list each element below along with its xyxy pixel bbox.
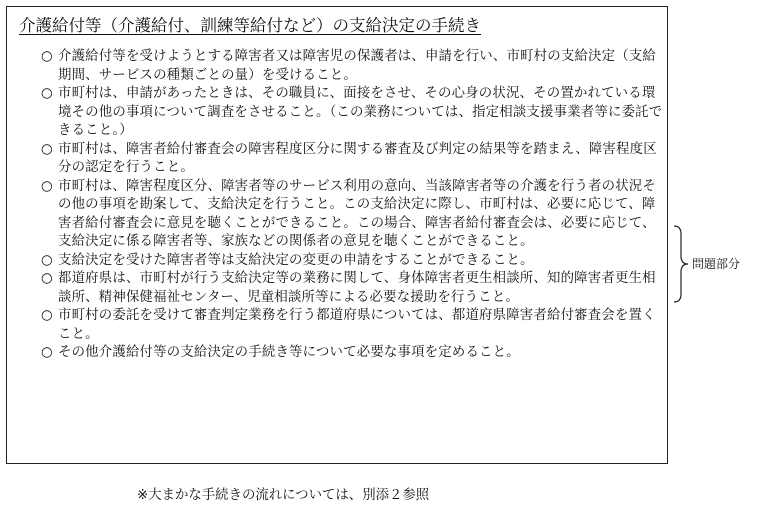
bullet-circle: ○ <box>41 178 53 194</box>
bullet-circle: ○ <box>41 141 53 157</box>
list-item <box>41 252 667 271</box>
list-item <box>41 344 667 363</box>
footnote: ※大まかな手続きの流れについては、別添２参照 <box>137 488 430 503</box>
item-text: 市町村の委託を受けて審査判定業務を行う都道府県については、都道府県障害者給付審査会を置くこと。 <box>58 308 656 342</box>
item-text: 支給決定を受けた障害者等は支給決定の変更の申請をすることができること。 <box>58 252 534 268</box>
problem-section-label: 問題部分 <box>692 257 741 271</box>
item-text: その他介護給付等の支給決定の手続き等について必要な事項を定めること。 <box>58 345 520 360</box>
item-text: 市町村は、申請があったときは、その職員に、面接をさせ、その心身の状況、その置かれている環境その他の事項について調査をさせること。（この業務については、指定相談支援事業者等に委託できること。） <box>58 86 663 138</box>
list-item <box>41 48 667 85</box>
item-text: 都道府県は、市町村が行う支給決定等の業務に関して、身体障害者更生相談所、知的障害者更生相談所、精神保健福祉センター、児童相談所等による必要な援助を行うこと。 <box>58 271 656 305</box>
list-item-problem <box>41 178 667 252</box>
procedure-box <box>6 6 668 464</box>
list-item <box>41 141 667 178</box>
page-title: 介護給付等（介護給付、訓練等給付など）の支給決定の手続き <box>19 16 481 35</box>
bullet-circle: ○ <box>41 49 53 64</box>
list-item <box>41 85 667 141</box>
bullet-circle: ○ <box>41 308 53 323</box>
procedure-list <box>41 48 667 363</box>
item-text: 介護給付等を受けようとする障害者又は障害児の保護者は、申請を行い、市町村の支給決定（支給期間、サービスの種類ごとの量）を受けること。 <box>58 49 656 83</box>
item-text: 市町村は、障害程度区分、障害者等のサービス利用の意向、当該障害者等の介護を行う者の状況その他の事項を勘案して、支給決定を行うこと。この支給決定に際し、市町村は、必要に応じて、障害者給付審査会に意見を聴くことができること。この場合、障害者給付審査会は、必要に応じて、支給決定に係る障害者等、家族などの関係者の意見を聴くことができること。 <box>58 178 656 249</box>
list-item <box>41 270 667 307</box>
right-brace-icon <box>672 224 692 304</box>
bullet-circle: ○ <box>41 345 53 360</box>
bullet-circle: ○ <box>41 271 53 286</box>
item-text: 市町村は、障害者給付審査会の障害程度区分に関する審査及び判定の結果等を踏まえ、障害程度区分の認定を行うこと。 <box>58 141 657 175</box>
bullet-circle: ○ <box>41 252 53 268</box>
list-item <box>41 307 667 344</box>
bullet-circle: ○ <box>41 86 53 101</box>
